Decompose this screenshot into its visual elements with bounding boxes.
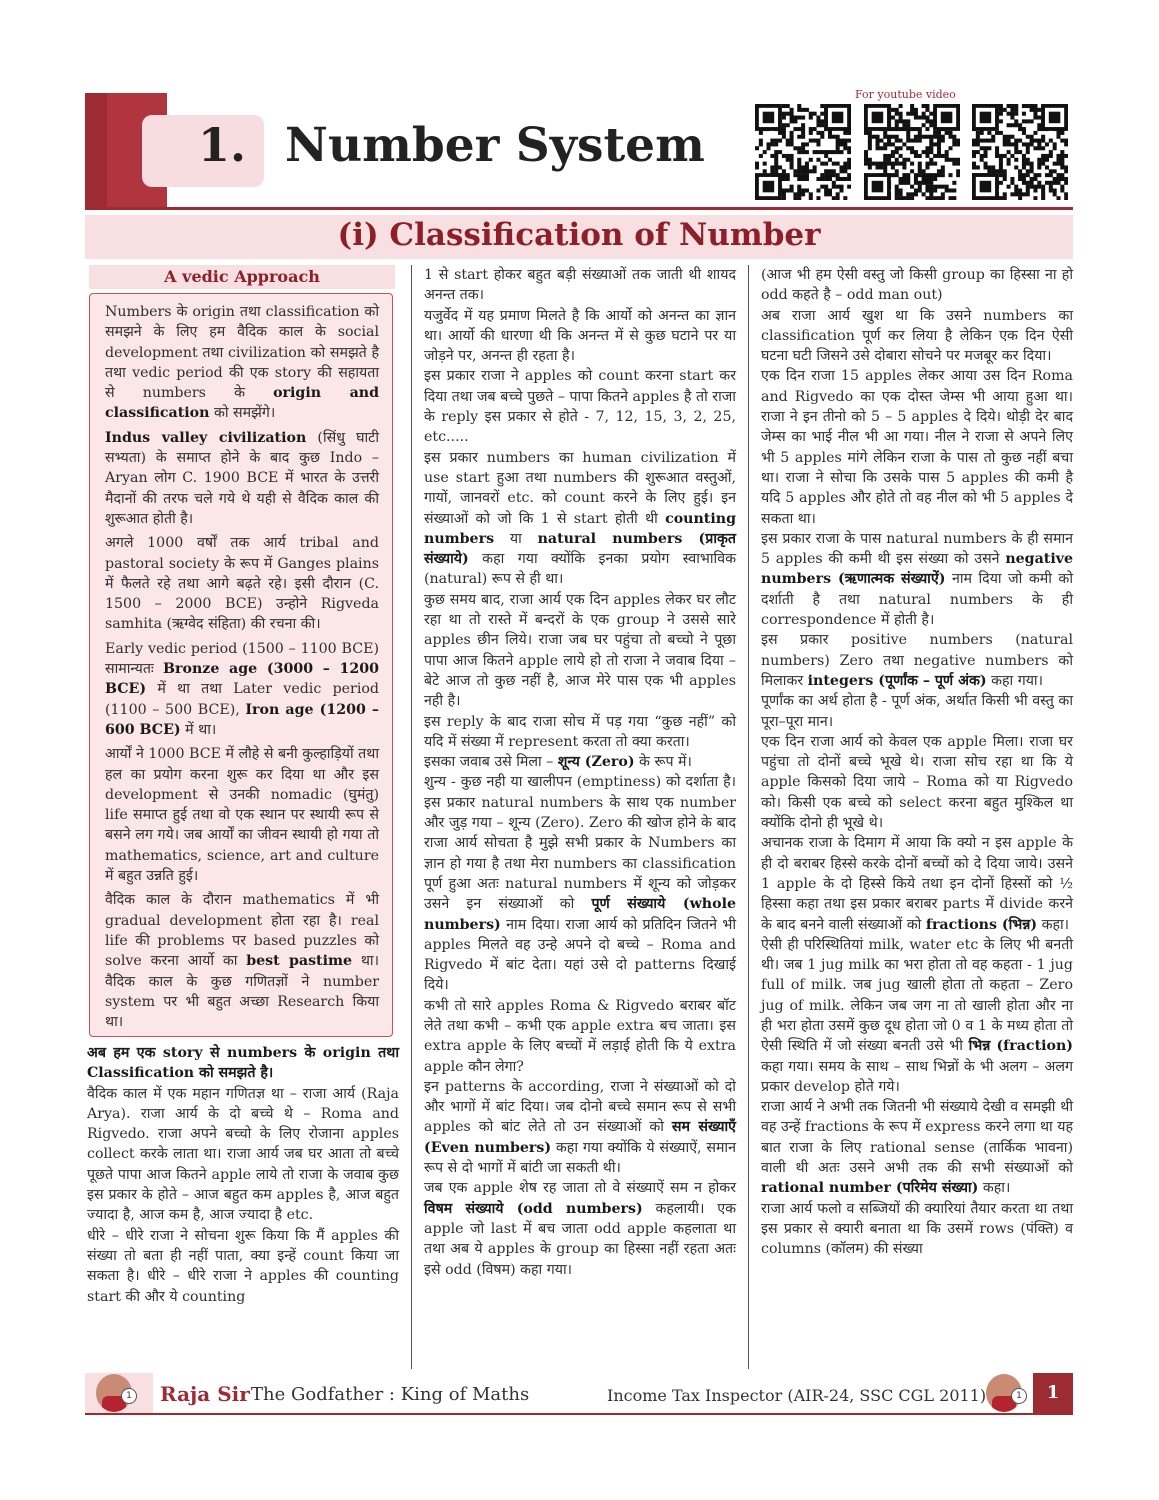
paragraph: राजा आर्य फलो व सब्जियों की क्यारियां तैयार करता था तथा इस प्रकार से क्यारी बनाता था कि उसमें rows (पंक्ति) व columns (कॉलम) की संख्या <box>761 1200 1073 1258</box>
paragraph: ऐसी ही परिस्थितियां milk, water etc के लिए भी बनती थी। जब 1 jug milk का भरा होता तो वह कहता - 1 jug full of milk. जब jug खाली होता तो कहता – Zero jug of milk. लेकिन जब जग ना तो खाली होता और ना ही भरा होता उसमें कुछ दूध होता जो 0 व 1 के मध्य होता तो ऐसी स्थिति में जो संख्या बनती उसे भी भिन्न (fraction) कहा गया। समय के साथ – साथ भिन्नों के भी अलग – अलग प्रकार develop होते गये। <box>761 936 1074 1095</box>
paragraph: जब एक apple शेष रह जाता तो वे संख्याऐं सम न होकर विषम संख्याये (odd numbers) कहलायी। एक apple जो last में बच जाता odd apple कहलाता था तथा अब ये apples के group का हिस्सा नहीं रहता अतः इसे odd (विषम) कहा गया। <box>424 1180 736 1278</box>
bold-term: भिन्न (fraction) <box>968 1038 1074 1055</box>
paragraph: शुन्य - कुछ नही या खालीपन (emptiness) को दर्शाता है। इस प्रकार natural numbers के साथ एक number और जुड़ गया – शून्य (Zero). Zero की खोज होने के बाद राजा आर्य सोचता है मुझे सभी प्रकार के Numbers का ज्ञान हो गया है तथा मेरा numbers का classification पूर्ण हुआ अतः natural numbers में शून्य को जोड़कर उसने इन संख्याओं को पूर्ण संख्याये (whole numbers) नाम दिया। राजा आर्य को प्रतिदिन जितने भी apples मिलते वह उन्हे अपने दो बच्चे – Roma and Rigvedo में बांट देता। यहां उसे दो patterns दिखाई दिये। <box>424 774 736 994</box>
paragraph <box>87 1043 399 1084</box>
paragraph: Early vedic period (1500 – 1100 BCE) सामान्यतः Bronze age (3000 – 1200 BCE) में था तथा Later vedic period (1100 – 500 BCE), Iron age (1200 – 600 BCE) में था। <box>105 640 379 738</box>
chapter-number: 1. <box>198 118 247 172</box>
paragraph: वैदिक काल में एक महान गणितज्ञ था – राजा आर्य (Raja Arya). राजा आर्य के दो बच्चे थे – Roma and Rigvedo. राजा अपने बच्चो के लिए रोजाना apples collect करके लाता था। राजा आर्य जब घर आता तो बच्चे पूछते पापा आज कितने apple लाये तो राजा के जवाब कुछ इस प्रकार के होते – आज बहुत कम apples है, आज बहुत ज्यादा है, आज कम है, आज ज्यादा है etc. <box>87 1085 399 1224</box>
paragraph: 1 से start होकर बहुत बड़ी संख्याओं तक जाती थी शायद अनन्त तक। <box>424 267 736 304</box>
qr-code-1[interactable] <box>755 104 851 200</box>
air-badge: 1 <box>121 1388 137 1404</box>
paragraph: एक दिन राजा 15 apples लेकर आया उस दिन Roma and Rigvedo का एक दोस्त जेम्स भी आया हुआ था। राजा ने इन तीनो को 5 – 5 apples दे दिये। थोड़ी देर बाद जेम्स का भाई नील भी आ गया। नील ने राजा से अपने लिए भी 5 apples मांगे लेकिन राजा के पास तो कुछ नहीं बचा था। राजा ने सोचा कि उसके पास 5 apples की कमी है यदि 5 apples और होते तो वह नील को भी 5 apples दे सकता था। <box>761 368 1073 527</box>
column-3 <box>761 265 1073 1260</box>
paragraph: इस प्रकार numbers का human civilization में use start हुआ तथा numbers की शुरूआत वस्तुओं, गायों, जानवरों etc. को count करने के लिए हुई। इन संख्याओं को जो कि 1 से start होती थी counting numbers या natural numbers (प्राकृत संख्याये) कहा गया क्योंकि इनका प्रयोग स्वाभाविक (natural) रूप से ही था। <box>424 449 736 588</box>
vedic-approach-box <box>89 293 393 1037</box>
bold-term: Bronze age (3000 – 1200 BCE) <box>105 661 379 698</box>
author-tagline: The Godfather : King of Maths <box>251 1384 530 1405</box>
bold-term: natural numbers (प्राकृत संख्याये) <box>424 530 736 568</box>
paragraph: कभी तो सारे apples Roma & Rigvedo बराबर बॉट लेते तथा कभी – कभी एक apple extra बच जाता। इस extra apple के लिए बच्चों में लड़ाई होती कि ये extra apple कौन लेगा? <box>424 997 736 1075</box>
paragraph: धीरे – धीरे राजा ने सोचना शुरू किया कि मैं apples की संख्या तो बता ही नहीं पाता, क्या इन्हें count किया जा सकता है। धीरे – धीरे राजा ने apples की counting start की और ये counting <box>87 1227 399 1305</box>
paragraph: इस प्रकार positive numbers (natural numbers) Zero तथा negative numbers को मिलाकर integers (पूर्णांक – पूर्ण अंक) कहा गया। <box>761 632 1073 689</box>
paragraph: इस प्रकार राजा के पास natural numbers के ही समान 5 apples की कमी थी इस संख्या को उसने negative numbers (ऋणात्मक संख्याऐं) नाम दिया जो कमी को दर्शाती है तथा natural numbers के ही correspondence में होती है। <box>761 530 1073 629</box>
bold-term: पूर्ण संख्याये (whole numbers) <box>424 896 736 933</box>
paragraph: Indus valley civilization (सिंधु घाटी सभ्यता) के समाप्त होने के बाद कुछ Indo – Aryan लोग C. 1900 BCE में भारत के उत्तरी मैदानों की तरफ चले गये थे यही से वैदिक काल की शुरूआत होती है। <box>105 429 380 527</box>
paragraph: वैदिक काल के दौरान mathematics में भी gradual development होता रहा है। real life की problems पर based puzzles को solve करना आर्यो का best pastime था। वैदिक काल के कुछ गणितज्ञों ने number system पर भी बहुत अच्छा Research किया था। <box>105 892 379 1031</box>
paragraph: इस प्रकार राजा ने apples को count करना start कर दिया तथा जब बच्चे पुछते – पापा कितने apples है तो राजा के reply इस प्रकार से होते - 7, 12, 15, 3, 2, 25, etc..... <box>424 368 736 446</box>
qr-code-3[interactable] <box>972 104 1068 200</box>
qr-label: For youtube video <box>855 88 956 101</box>
paragraph: Numbers के origin तथा classification को समझने के लिए हम वैदिक काल के social development तथा civilization को समझते है तथा vedic period की एक story की सहायता से numbers के origin and classification को समझेंगे। <box>105 304 379 422</box>
paragraph: आर्यों ने 1000 BCE में लौहे से बनी कुल्हाड़ियों तथा हल का प्रयोग करना शुरू कर दिया था और इस development से उनकी nomadic (घुमंतु) life समाप्त हुई तथा वो एक स्थान पर स्थायी रूप से बसने लग गये। जब आर्यों का जीवन स्थायी हो गया तो mathematics, science, art and culture में बहुत उन्नति हुई। <box>105 746 379 885</box>
author-post: Income Tax Inspector (AIR-24, SSC CGL 2011) <box>607 1386 987 1405</box>
bold-term: fractions (भिन्न) <box>925 916 1038 933</box>
section-title: (i) Classification of Number <box>337 217 821 253</box>
bold-term: rational number (परिमेय संख्या) <box>761 1180 979 1197</box>
paragraph: यजुर्वेद में यह प्रमाण मिलते है कि आर्यो को अनन्त का ज्ञान था। आर्यो की धारणा थी कि अनन्त में से कुछ घटाने पर या जोड़ने पर, अनन्त ही रहता है। <box>424 307 736 365</box>
bold-term: Iron age (1200 – 600 BCE) <box>105 701 379 738</box>
bold-term: negative numbers (ऋणात्मक संख्याऐं) <box>761 551 1073 588</box>
author-name: Raja Sir <box>160 1382 250 1406</box>
paragraph: एक दिन राजा आर्य को केवल एक apple मिला। राजा घर पहुंचा तो दोनों बच्चे भूखे थे। राजा सोच रहा था कि ये apple किसको दिया जाये – Roma को या Rigvedo को। किसी एक बच्चे को select करना बहुत मुश्किल था क्योंकि दोनो ही भूखे थे। <box>761 733 1073 832</box>
paragraph: अचानक राजा के दिमाग में आया कि क्यो न इस apple के ही दो बराबर हिस्से करके दोनों बच्चों को दे दिया जाये। उसने 1 apple के दो हिस्से किये तथा इन दोनों हिस्सों को ½ हिस्सा कहा तथा इस प्रकार बराबर parts में divide करने के बाद बनने वाली संख्याओं को fractions (भिन्न) कहा। <box>761 835 1073 933</box>
chapter-title: Number System <box>285 118 705 173</box>
column-divider <box>748 265 749 1369</box>
paragraph: कुछ समय बाद, राजा आर्य एक दिन apples लेकर घर लौट रहा था तो रास्ते में बन्दरों के एक group ने उससे सारे apples छीन लिये। राजा जब घर पहुंचा तो बच्चो ने पूछा पापा आज कितने apple लाये हो तो राजा ने जवाब दिया – बेटे आज तो कुछ नहीं है, आज मेरे पास एक भी apples नही है। <box>424 591 736 710</box>
bold-term: विषम संख्याये (odd numbers) <box>424 1200 643 1217</box>
paragraph: इन patterns के according, राजा ने संख्याओं को दो और भागों में बांट दिया। जब दोनो बच्चे समान रूप से सभी apples को बांट लेते तो उन संख्याओं को सम संख्याएँ (Even numbers) कहा गया क्योंकि ये संख्याऐं, समान रूप से दो भागों में बांटी जा सकती थी। <box>424 1078 736 1177</box>
chapter-accent-bar <box>85 93 107 207</box>
bold-term: सम संख्याएँ (Even numbers) <box>424 1119 736 1156</box>
air-badge: 1 <box>1011 1388 1027 1404</box>
vedic-heading: A vedic Approach <box>89 265 395 289</box>
column-2 <box>424 265 736 1280</box>
paragraph: अगले 1000 वर्षों तक आर्य tribal and pastoral society के रूप में Ganges plains में फैलते रहे तथा आगे बढ़ते रहे। इसी दौरान (C. 1500 – 2000 BCE) उन्होने Rigveda samhita (ऋग्वेद संहिता) की रचना की। <box>105 535 379 633</box>
header-divider <box>85 207 1073 210</box>
footer-divider <box>85 1413 1073 1415</box>
paragraph: पूर्णांक का अर्थ होता है - पूर्ण अंक, अर्थात किसी भी वस्तु का पूरा–पूरा मान। <box>761 693 1073 730</box>
paragraph: इसका जवाब उसे मिला – शून्य (Zero) के रूप में। <box>424 754 692 771</box>
paragraph: अब राजा आर्य खुश था कि उसने numbers का classification पूर्ण कर लिया है लेकिन एक दिन ऐसी घटना घटी जिसने उसे दोबारा सोचने पर मजबूर कर दिया। <box>761 307 1073 365</box>
bold-term: best pastime <box>246 953 353 970</box>
story-text <box>87 1037 399 1307</box>
bold-term: Indus valley civilization <box>105 429 307 446</box>
bold-term: शून्य (Zero) <box>557 754 635 771</box>
column-1 <box>87 265 399 1307</box>
bold-term: origin and classification <box>105 385 379 422</box>
bold-term: integers (पूर्णांक – पूर्ण अंक) <box>807 672 987 689</box>
paragraph: (आज भी हम ऐसी वस्तु जो किसी group का हिस्सा ना हो odd कहते है – odd man out) <box>761 267 1073 304</box>
paragraph: इस reply के बाद राजा सोच में पड़ गया “कुछ नहीं” को यदि में संख्या में represent करता तो क्या करता। <box>424 713 736 750</box>
bold-term: अब हम एक story से numbers के origin तथा Classification को समझते है। <box>87 1045 399 1082</box>
section-band <box>85 215 1073 259</box>
qr-code-2[interactable] <box>864 104 960 200</box>
paragraph: राजा आर्य ने अभी तक जितनी भी संख्याये देखी व समझी थी वह उन्हें fractions के रूप में express करने लगा था यह बात राजा के लिए rational sense (तार्किक भावना) वाली थी अतः उसने अभी तक की सभी संख्याओं को rational number (परिमेय संख्या) कहा। <box>761 1099 1073 1197</box>
bold-term: counting numbers <box>424 510 736 547</box>
column-divider <box>411 265 412 1369</box>
page-number: 1 <box>1033 1373 1073 1413</box>
